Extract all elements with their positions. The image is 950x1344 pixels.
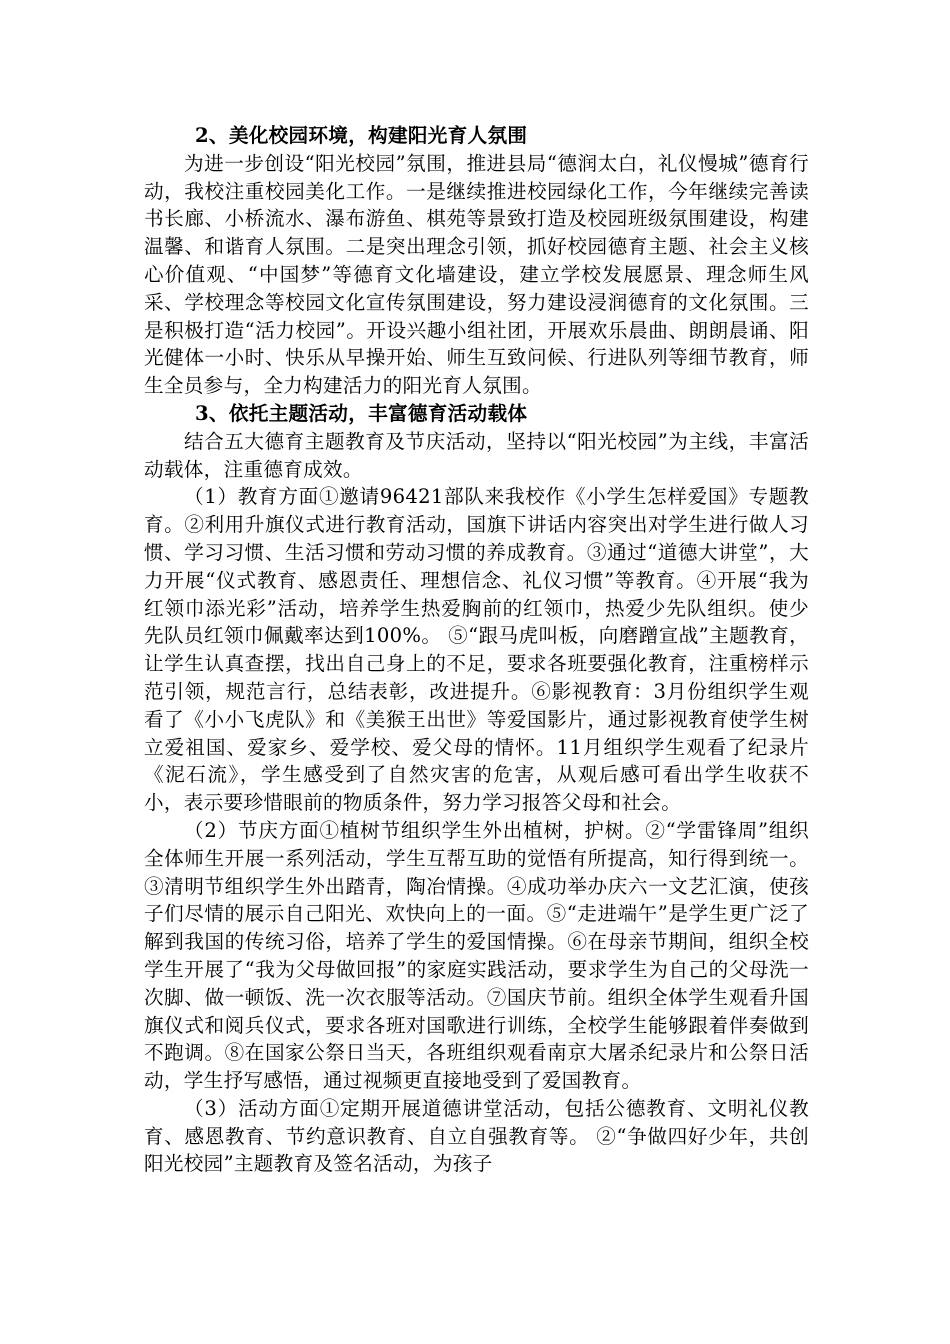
paragraph-education-aspect: （1）教育方面①邀请96421部队来我校作《小学生怎样爱国》专题教育。②利用升旗仪式进行教育活动，国旗下讲话内容突出对学生进行做人习惯、学习习惯、生活习惯和劳动习惯的养成教育。③通过“道德大讲堂”，大力开展“仪式教育、感恩责任、理想信念、礼仪习惯”等教育。④开展“我为红领巾添光彩”活动，培养学生热爱胸前的红领巾，热爱少先队组织。使少先队员红领巾佩戴率达到100%。 ⑤“跟马虎叫板，向磨蹭宣战”主题教育，让学生认真查摆，找出自己身上的不足，要求各班要强化教育，注重榜样示范引领，规范言行，总结表彰，改进提升。⑥影视教育：3月份组织学生观看了《小小飞虎队》和《美猴王出世》等爱国影片，通过影视教育使学生树立爱祖国、爱家乡、爱学校、爱父母的情怀。11月组织学生观看了纪录片《泥石流》，学生感受到了自然灾害的危害，从观后感可看出学生收获不小，表示要珍惜眼前的物质条件，努力学习报答父母和社会。 xyxy=(144,485,809,815)
section-heading-beautify-campus: 2、美化校园环境，构建阳光育人氛围 xyxy=(195,124,528,147)
section-heading-theme-activities: 3、依托主题活动，丰富德育活动载体 xyxy=(195,401,528,425)
paragraph-campus-environment: 为进一步创设“阳光校园”氛围，推进县局“德润太白，礼仪慢城”德育行动，我校注重校园美化工作。一是继续推进校园绿化工作，今年继续完善读书长廊、小桥流水、瀑布游鱼、棋苑等景致打造及校园班级氛围建设，构建温馨、和谐育人氛围。二是突出理念引领，抓好校园德育主题、社会主义核心价值观、“中国梦”等德育文化墙建设，建立学校发展愿景、理念师生风采、学校理念等校园文化宣传氛围建设，努力建设浸润德育的文化氛围。三是积极打造“活力校园”。开设兴趣小组社团，开展欢乐晨曲、朗朗晨诵、阳光健体一小时、快乐从早操开始、师生互致问候、行进队列等细节教育，师生全员参与，全力构建活力的阳光育人氛围。 xyxy=(144,151,809,398)
document-page xyxy=(144,122,809,1178)
paragraph-festival-aspect: （2）节庆方面①植树节组织学生外出植树，护树。②“学雷锋周”组织全体师生开展一系列活动，学生互帮互助的觉悟有所提高，知行得到统一。③清明节组织学生外出踏青，陶冶情操。④成功举办庆六一文艺汇演，使孩子们尽情的展示自己阳光、欢快向上的一面。⑤“走进端午”是学生更广泛了解到我国的传统习俗，培养了学生的爱国情操。⑥在母亲节期间，组织全校学生开展了“我为父母做回报”的家庭实践活动，要求学生为自己的父母洗一次脚、做一顿饭、洗一次衣服等活动。⑦国庆节前。组织全体学生观看升国旗仪式和阅兵仪式，要求各班对国歌进行训练，全校学生能够跟着伴奏做到不跑调。⑧在国家公祭日当天，各班组织观看南京大屠杀纪录片和公祭日活动，学生抒写感悟，通过视频更直接地受到了爱国教育。 xyxy=(144,818,809,1093)
paragraph-activity-aspect: （3）活动方面①定期开展道德讲堂活动，包括公德教育、文明礼仪教育、感恩教育、节约意识教育、自立自强教育等。 ②“争做四好少年，共创阳光校园”主题教育及签名活动，为孩子 xyxy=(144,1096,809,1176)
paragraph-theme-intro: 结合五大德育主题教育及节庆活动，坚持以“阳光校园”为主线，丰富活动载体，注重德育成效。 xyxy=(144,429,809,481)
